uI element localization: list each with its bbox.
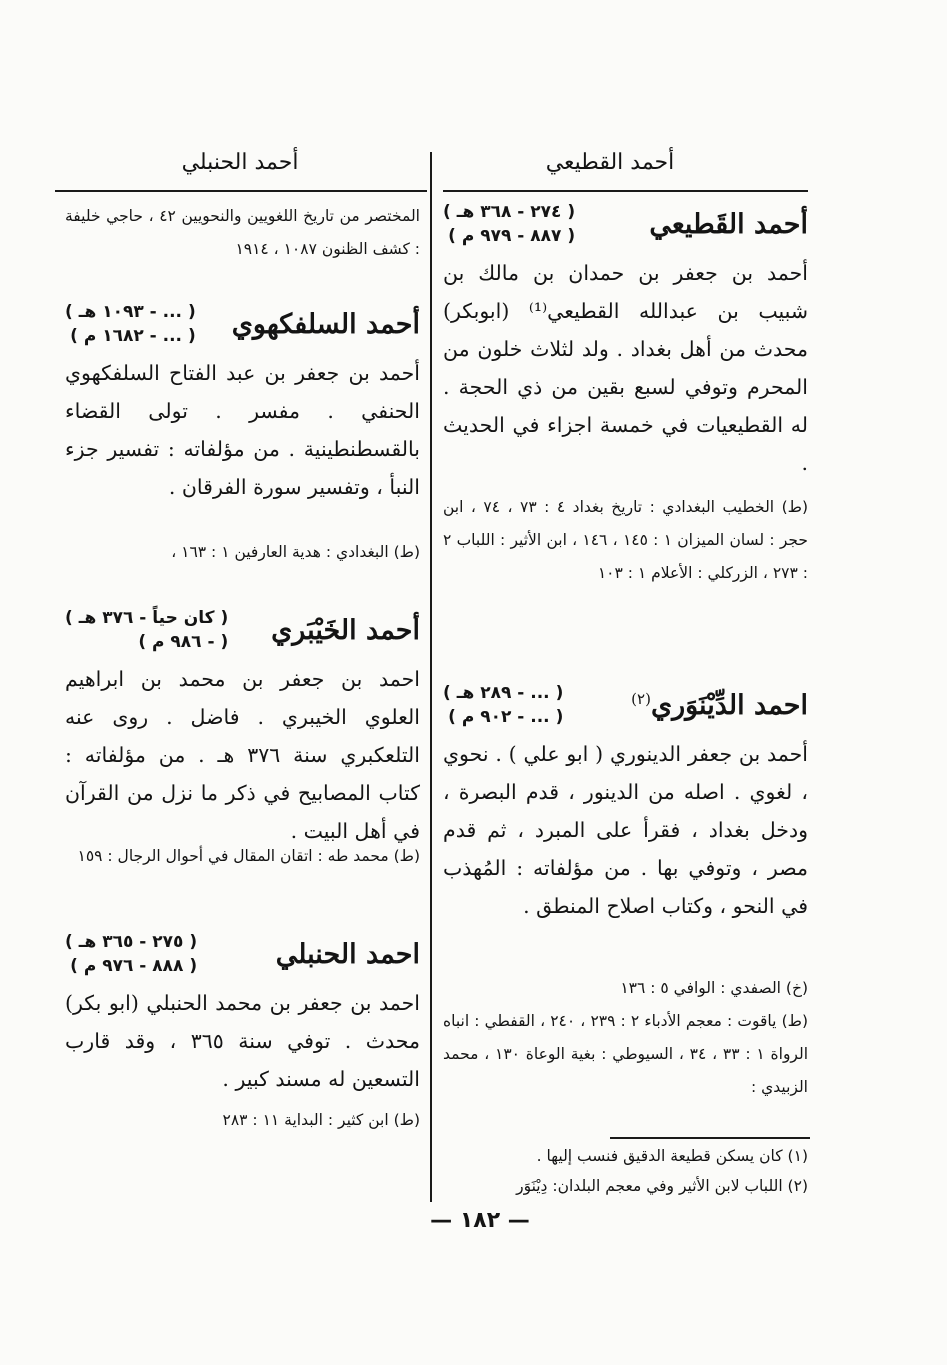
entry-dates	[65, 930, 197, 978]
dates-gregorian: ( - ٩٨٦ م )	[65, 630, 228, 654]
entry-sources	[443, 972, 808, 1104]
dates-hijri: ( ٢٧٥ - ٣٦٥ هـ )	[65, 930, 197, 954]
footnotes	[443, 1141, 808, 1201]
dates-gregorian: ( ٨٨٨ - ٩٧٦ م )	[65, 954, 197, 978]
entry-name: احمد الدِّيْنَوَري$^{(٢)}$	[631, 689, 808, 721]
entry-hanbali	[65, 930, 420, 1098]
continued-sources: المختصر من تاريخ اللغويين والنحويين ٤٢ ، حاجي خليفة : كشف الظنون ١٠٨٧ ، ١٩١٤	[65, 207, 420, 258]
left-column	[65, 200, 420, 1137]
entry-dinawari	[443, 681, 808, 966]
entry-sources	[443, 491, 808, 681]
source-line: (ط) محمد طه : اتقان المقال في أحوال الرجال : ١٥٩	[77, 847, 420, 865]
dates-hijri: ( ... - ١٠٩٣ هـ )	[65, 300, 196, 324]
dates-hijri: ( ... - ٢٨٩ هـ )	[443, 681, 563, 705]
footnote-rule	[610, 1137, 810, 1139]
entry-body: احمد بن جعفر بن محمد بن ابراهيم العلوي الخيبري . فاضل . روى عنه التلعكبري سنة ٣٧٦ هـ . من مؤلفاته : كتاب المصابيح في ذكر ما نزل من القرآن في أهل البيت .	[65, 667, 420, 843]
source-line: (ط) البغدادي : هدية العارفين ١ : ١٦٣ ،	[171, 543, 420, 561]
entry-sources	[65, 536, 420, 606]
header-rule-left	[55, 190, 427, 192]
entry-name: احمد الحنبلي	[275, 938, 420, 970]
dates-hijri: ( كان حياً - ٣٧٦ هـ )	[65, 606, 228, 630]
dates-gregorian: ( ... - ١٦٨٢ م )	[65, 324, 196, 348]
entry-body: أحمد بن جعفر بن حمدان بن مالك بن شبيب بن عبدالله القطيعي⁽¹⁾ (ابوبكر) محدث من أهل بغداد . ولد لثلاث خلون من المحرم وتوفي لسبع بقين من ذي الحجة . له القطيعيات في خمسة اجزاء في الحديث .	[443, 261, 808, 475]
column-divider	[430, 152, 432, 1202]
entry-sources	[65, 1104, 420, 1137]
entry-dates	[443, 200, 575, 248]
running-head-left: أحمد الحنبلي	[181, 149, 299, 175]
header-rule-right	[443, 190, 808, 192]
entry-name: أحمد السلفكهوي	[231, 308, 420, 340]
source-line: (ط) الخطيب البغدادي : تاريخ بغداد ٤ : ٧٣ ، ٧٤ ، ابن حجر : لسان الميزان ١ : ١٤٥ ، ١٤٦ ، ابن الأثير : اللباب ٢ : ٢٧٣ ، الزركلي : الأعلام ١ : ١٠٣	[443, 498, 809, 582]
footnote-1: (١) كان يسكن قطيعة الدقيق فنسب إليها .	[536, 1147, 808, 1165]
page-number: — ١٨٢ —	[430, 1208, 530, 1233]
entry-sources	[65, 840, 420, 930]
dates-gregorian: ( ٨٨٧ - ٩٧٩ م )	[443, 224, 575, 248]
entry-dates	[443, 681, 563, 729]
entry-body: احمد بن جعفر بن محمد الحنبلي (ابو بكر) محدث . توفي سنة ٣٦٥ ، وقد قارب التسعين له مسند كبير .	[65, 991, 421, 1091]
entry-body: أحمد بن جعفر الدينوري ( ابو علي ) . نحوي ، لغوي . اصله من الدينور ، قدم البصرة ، ودخل بغداد ، فقرأ على المبرد ، ثم قدم مصر ، وتوفي بها . من مؤلفاته : المُهذب في النحو ، وكتاب اصلاح المنطق .	[443, 742, 808, 918]
entry-body: أحمد بن جعفر بن عبد الفتاح السلفكهوي الحنفي . مفسر . تولى القضاء بالقسطنطينية . من مؤلفاته : تفسير جزء النبأ ، وتفسير سورة الفرقان .	[65, 361, 420, 499]
source-line: (ط) ابن كثير : البداية ١١ : ٢٨٣	[222, 1111, 420, 1129]
entry-dates	[65, 606, 228, 654]
entry-dates	[65, 300, 196, 348]
entry-khaybari	[65, 606, 420, 843]
entry-name: أحمد القَطيعي	[649, 208, 808, 240]
right-column	[443, 200, 808, 1104]
source-line: (ط) ياقوت : معجم الأدباء ٢ : ٢٣٩ ، ٢٤٠ ، القفطي : انباه الرواة ١ : ٣٣ ، ٣٤ ، السيوطي : بغية الوعاة ١٣٠ ، محمد الزبيدي :	[443, 1012, 809, 1096]
source-line: (خ) الصفدي : الوافي ٥ : ١٣٦	[620, 979, 808, 997]
dates-gregorian: ( ... - ٩٠٢ م )	[443, 705, 563, 729]
running-head-right: أحمد القطيعي	[545, 149, 675, 175]
dates-hijri: ( ٢٧٤ - ٣٦٨ هـ )	[443, 200, 575, 224]
entry-qatii	[443, 200, 808, 485]
footnote-2: (٢) اللباب لابن الأثير وفي معجم البلدان: دِيْنَوَر	[516, 1177, 808, 1195]
entry-salfakahwi	[65, 300, 420, 530]
entry-name: أحمد الخَيْبَري	[271, 614, 420, 646]
